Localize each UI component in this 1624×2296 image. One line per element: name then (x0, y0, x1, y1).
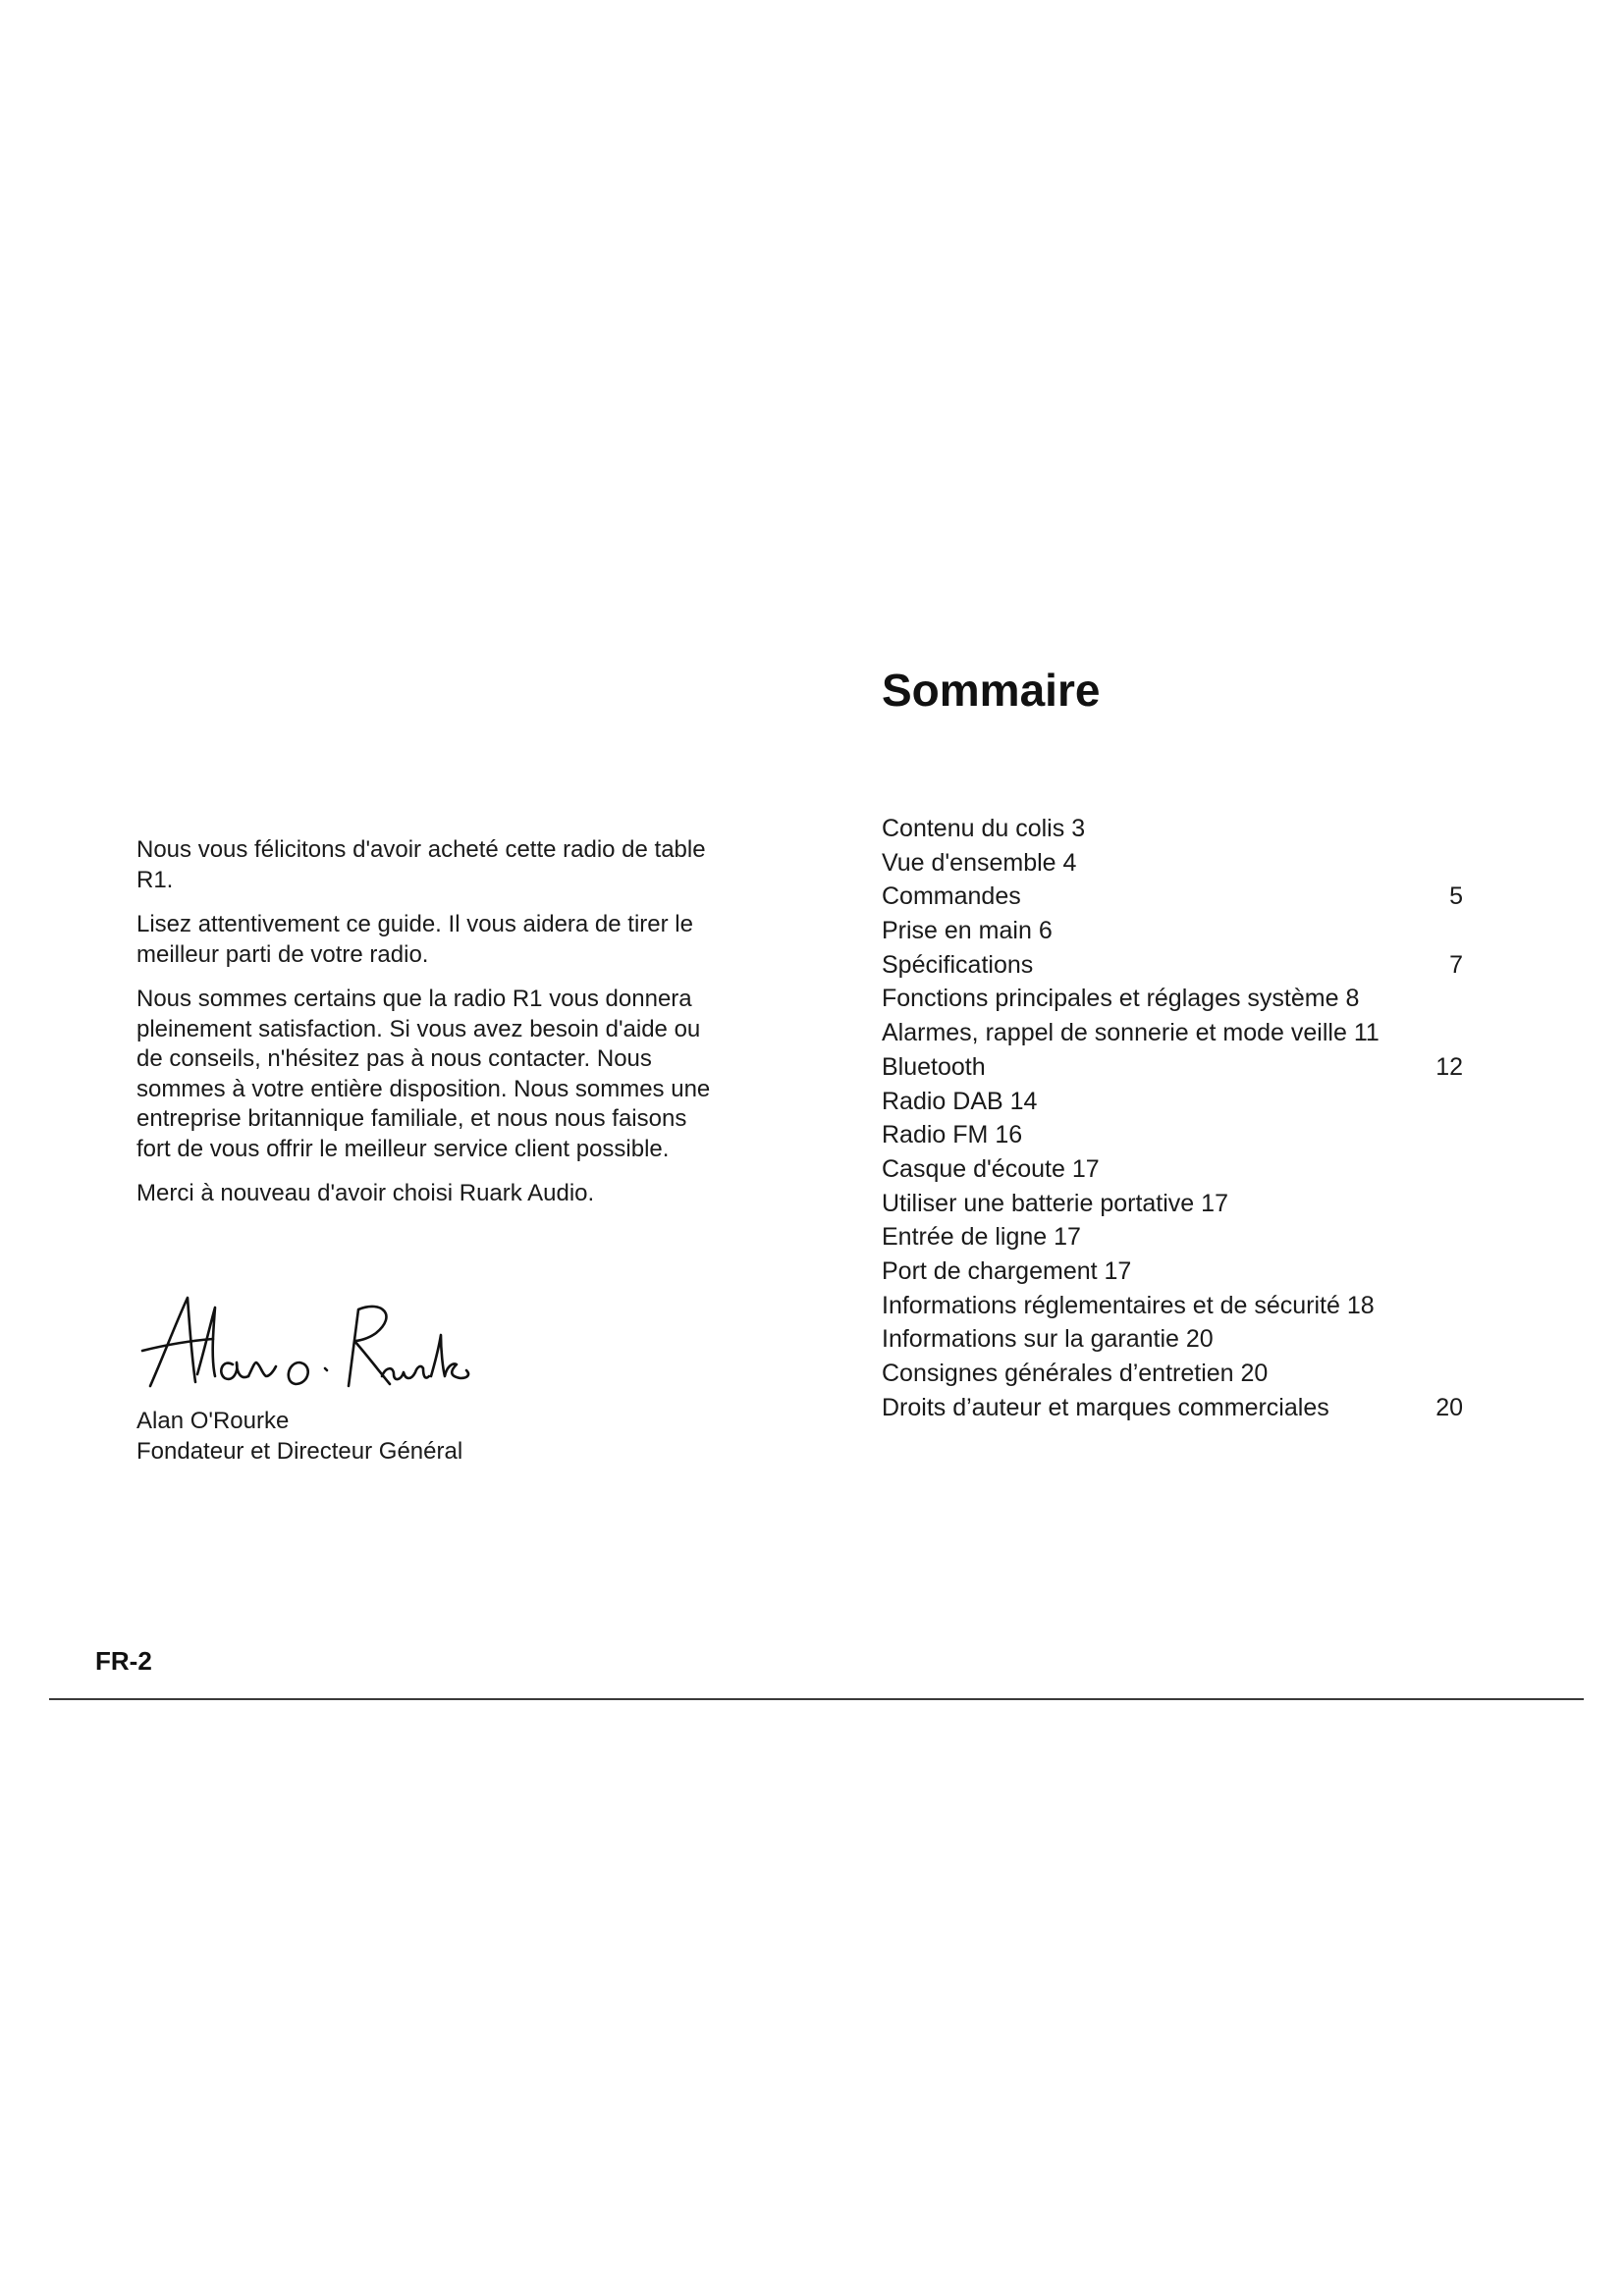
toc-entry[interactable] (882, 982, 1463, 1016)
toc-entry-page: 8 (1345, 985, 1360, 1013)
toc-entry[interactable] (882, 1016, 1463, 1050)
toc-entry-label: Alarmes, rappel de sonnerie et mode veille (882, 1019, 1347, 1047)
toc-entry-page: 14 (1009, 1087, 1038, 1115)
toc-entry-page: 20 (1435, 1393, 1463, 1421)
toc-entry-page: 17 (1201, 1189, 1228, 1217)
toc-entry-page: 20 (1185, 1325, 1214, 1354)
toc-entry-label: Consignes générales d’entretien (882, 1360, 1234, 1387)
toc-title: Sommaire (882, 665, 1101, 716)
toc-entry-label: Port de chargement (882, 1256, 1098, 1285)
intro-paragraph: Merci à nouveau d'avoir choisi Ruark Audio. (136, 1180, 595, 1206)
toc-entry[interactable] (882, 914, 1463, 948)
intro-paragraph: Nous vous félicitons d'avoir acheté cette radio de table R1. (136, 836, 706, 893)
toc-entry-label: Spécifications (882, 950, 1034, 979)
toc-entry[interactable] (882, 1187, 1463, 1221)
toc-entry-page: 12 (1435, 1052, 1463, 1081)
toc-entry-label: Bluetooth (882, 1052, 986, 1081)
toc-entry-label: Prise en main (882, 917, 1032, 945)
toc-entry-label: Utiliser une batterie portative (882, 1189, 1195, 1217)
toc-entry[interactable] (882, 1289, 1463, 1323)
toc-entry[interactable] (882, 1391, 1463, 1425)
signer-block (136, 1407, 462, 1467)
toc-entry-label: Commandes (882, 882, 1021, 911)
toc-entry[interactable] (882, 880, 1463, 914)
signer-title: Fondateur et Directeur Général (136, 1437, 463, 1465)
toc-entry[interactable] (882, 1085, 1463, 1119)
toc-entry-label: Radio DAB (882, 1087, 1003, 1115)
toc-entry-label: Fonctions principales et réglages système (882, 985, 1339, 1013)
toc-entry-page: 11 (1353, 1019, 1380, 1047)
footer-divider (49, 1698, 1584, 1700)
toc-entry-page: 17 (1071, 1154, 1100, 1183)
toc-entry-label: Radio FM (882, 1121, 989, 1149)
page-number-label: FR-2 (95, 1646, 152, 1676)
toc-entry-page: 17 (1104, 1256, 1132, 1285)
toc-entry-page: 4 (1062, 848, 1077, 877)
toc-entry-page: 6 (1038, 917, 1053, 945)
toc-entry-label: Vue d'ensemble (882, 848, 1056, 877)
toc-entry[interactable] (882, 948, 1463, 983)
handwritten-signature (136, 1286, 470, 1399)
toc-entry-page: 16 (995, 1121, 1023, 1149)
toc-entry[interactable] (882, 1357, 1463, 1391)
toc-entry[interactable] (882, 812, 1463, 846)
toc-entry-label: Contenu du colis (882, 815, 1065, 842)
toc-entry-label: Informations sur la garantie (882, 1325, 1179, 1354)
signer-name: Alan O'Rourke (136, 1408, 290, 1434)
toc-entry-label: Entrée de ligne (882, 1223, 1048, 1252)
toc-entry[interactable] (882, 1220, 1463, 1255)
toc-entry-page: 3 (1071, 815, 1086, 842)
toc-entry[interactable] (882, 1255, 1463, 1289)
intro-letter (136, 835, 726, 1224)
toc-entry-label: Casque d'écoute (882, 1154, 1065, 1183)
toc-entry-label: Droits d’auteur et marques commerciales (882, 1393, 1329, 1421)
toc-entry[interactable] (882, 1152, 1463, 1187)
toc-entry[interactable] (882, 1322, 1463, 1357)
toc-entry[interactable] (882, 846, 1463, 881)
table-of-contents (882, 812, 1463, 1424)
toc-entry-page: 17 (1054, 1223, 1081, 1252)
intro-paragraph: Nous sommes certains que la radio R1 vous donnera pleinement satisfaction. Si vous avez besoin d'aide ou de conseils, n'hésitez pas à nous contacter. Nous sommes à votre entière disposition. Nous sommes une entreprise britannique familiale, et nous nous faisons fort de vous offrir le meilleur service client possible. (136, 986, 711, 1162)
toc-entry[interactable] (882, 1050, 1463, 1085)
toc-entry-page: 18 (1346, 1291, 1375, 1319)
toc-entry-page: 5 (1449, 882, 1463, 911)
toc-entry-page: 20 (1240, 1360, 1269, 1387)
intro-paragraph: Lisez attentivement ce guide. Il vous aidera de tirer le meilleur parti de votre radio. (136, 911, 693, 968)
toc-entry-label: Informations réglementaires et de sécurité (882, 1291, 1340, 1319)
toc-entry[interactable] (882, 1118, 1463, 1152)
toc-entry-page: 7 (1449, 950, 1463, 979)
